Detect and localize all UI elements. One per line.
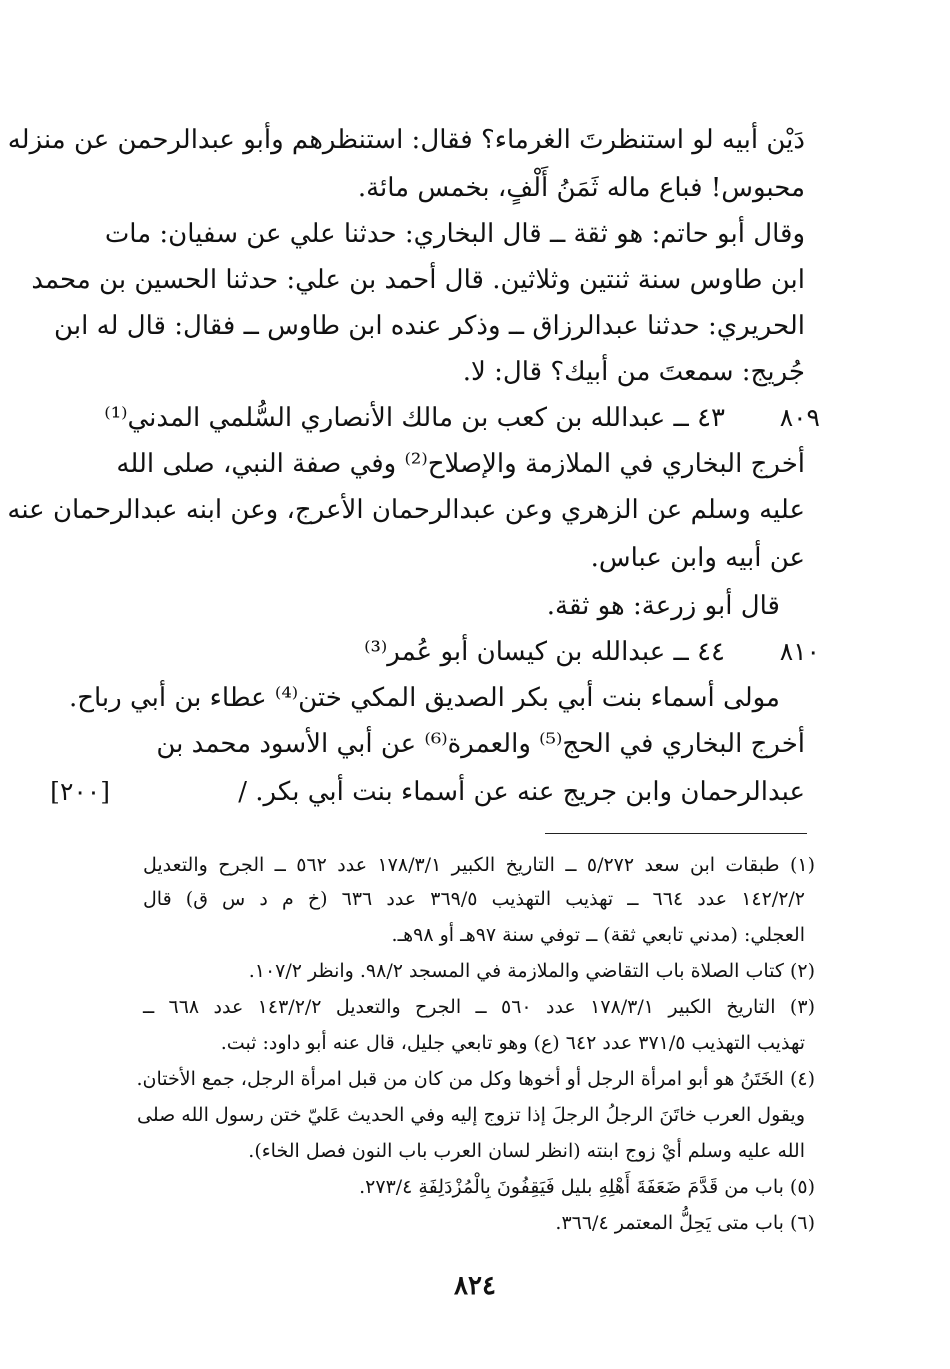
footnote-line: (٣) التاريخ الكبير ١٧٨/٣/١ عدد ٥٦٠ ــ الجرح والتعديل ١٤٣/٢/٢ عدد ٦٦٨ ــ: [143, 996, 815, 1018]
text-line: الحريري: حدثنا عبدالرزاق ــ وذكر عنده ابن طاوس ــ فقال: قال له ابن: [54, 311, 805, 341]
text-line: دَيْن أبيه لو استنظرتَ الغرماء؟ فقال: استنظرهم وأبو عبدالرحمن عن منزله: [7, 125, 805, 155]
footnote-line: (٤) الخَتَنُ هو أبو امرأة الرجل أو أخوها وكل من كان من قبل امرأة الرجل، جمع الأختان.: [136, 1068, 815, 1090]
text-line: وقال أبو حاتم: هو ثقة ــ قال البخاري: حدثنا علي عن سفيان: مات: [104, 219, 805, 249]
entry-global-number: ٨٠٩: [779, 403, 820, 432]
entry-heading: ٤٤ ــ عبدالله بن كيسان أبو عُمر⁽³⁾: [364, 637, 725, 667]
entry-global-number: ٨١٠: [779, 637, 820, 666]
text-line: عبدالرحمان وابن جريج عنه عن أسماء بنت أبي بكر. /: [238, 777, 805, 807]
footnote-separator: [545, 833, 807, 834]
text-line: ابن طاوس سنة ثنتين وثلاثين. قال أحمد بن علي: حدثنا الحسين بن محمد: [31, 265, 805, 295]
text-line: عليه وسلم عن الزهري وعن عبدالرحمان الأعرج، وعن ابنه عبدالرحمان عنه: [7, 495, 805, 525]
footnote-line: (٢) كتاب الصلاة باب التقاضي والملازمة في المسجد ٩٨/٢. وانظر ١٠٧/٢.: [248, 960, 815, 982]
text-line: قال أبو زرعة: هو ثقة.: [546, 591, 780, 621]
footnote-line: (٦) باب متى يَحِلُّ المعتمر ٣٦٦/٤.: [555, 1212, 815, 1234]
text-line: جُريج: سمعتَ من أبيك؟ قال: لا.: [462, 357, 805, 387]
footnote-line: ١٤٢/٢/٢ عدد ٦٦٤ ــ تهذيب التهذيب ٣٦٩/٥ عدد ٦٣٦ (خ م د س ق) قال: [143, 888, 806, 910]
manuscript-page-marker: [٢٠٠]: [50, 777, 110, 806]
entry-heading: ٤٣ ــ عبدالله بن كعب بن مالك الأنصاري السُّلمي المدني⁽¹⁾: [104, 403, 725, 433]
text-line: محبوس! فباع ماله ثَمَنُ أَلْفٍ، بخمس مائة.: [357, 173, 805, 203]
text-line: أخرج البخاري في الحج⁽⁵⁾ والعمرة⁽⁶⁾ عن أبي الأسود محمد بن: [156, 729, 805, 759]
footnote-line: (١) طبقات ابن سعد ٥/٢٧٢ ــ التاريخ الكبير ١٧٨/٣/١ عدد ٥٦٢ ــ الجرح والتعديل: [143, 854, 816, 876]
footnote-line: تهذيب التهذيب ٣٧١/٥ عدد ٦٤٢ (ع) وهو تابعي جليل، قال عنه أبو داود: ثبت.: [220, 1032, 805, 1054]
footnote-line: ويقول العرب خاتَنَ الرجلُ الرجلَ إذا تزوج إليه وفي الحديث عَليّ ختن رسول الله صلى: [137, 1104, 805, 1126]
footnote-line: الله عليه وسلم أيْ زوج ابنته (انظر لسان العرب باب النون فصل الخاء).: [248, 1140, 805, 1162]
text-line: أخرج البخاري في الملازمة والإصلاح⁽²⁾ وفي صفة النبي، صلى الله: [116, 449, 805, 479]
footnote-line: (٥) باب من قَدَّمَ ضَعَفَةَ أَهْلِهِ بليل فَيَقِفُونَ بِالْمُزْدَلِفَةِ ٢٧٣/٤.: [359, 1176, 815, 1198]
text-line: مولى أسماء بنت أبي بكر الصديق المكي ختن⁽⁴⁾ عطاء بن أبي رباح.: [68, 683, 780, 713]
text-line: عن أبيه وابن عباس.: [590, 543, 805, 573]
page-number: ٨٢٤: [454, 1271, 496, 1301]
footnote-line: العجلي: (مدني تابعي ثقة) ــ توفي سنة ٩٧هـ أو ٩٨هـ.: [391, 924, 805, 946]
